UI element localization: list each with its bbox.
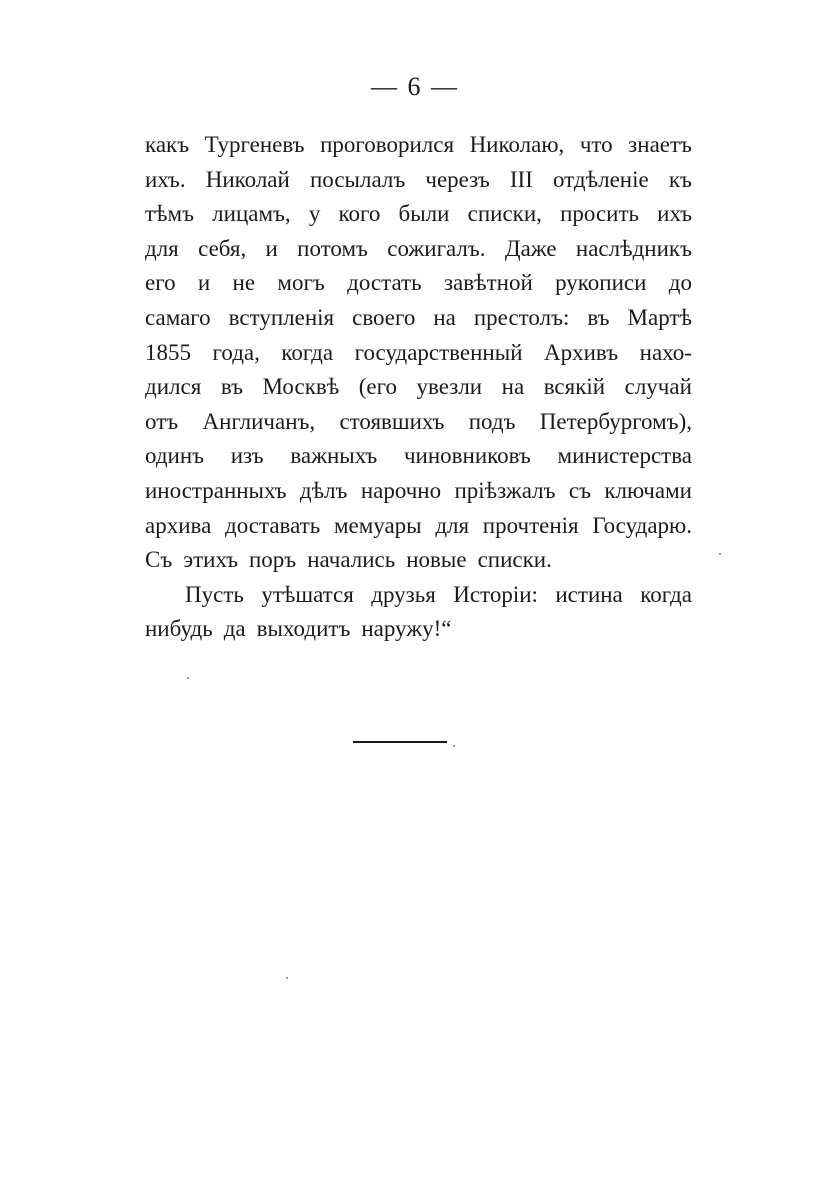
text-line (145, 405, 692, 440)
word: сожигалъ. (387, 235, 486, 261)
word: чиновниковъ (403, 443, 531, 469)
word: Мартѣ (627, 304, 692, 330)
text-line (145, 612, 692, 647)
word: прочтенія (482, 512, 579, 538)
text-line (145, 474, 692, 509)
word: случай (624, 374, 692, 400)
word: для (145, 235, 179, 261)
text-line (145, 232, 692, 267)
word: Англичанъ, (202, 408, 316, 434)
word: тѣмъ (145, 201, 194, 227)
word: самаго (145, 304, 211, 330)
word: себя, (198, 235, 247, 261)
word: нахо- (639, 339, 692, 365)
word: архива (145, 512, 212, 538)
word: изъ (230, 443, 264, 469)
text-line (145, 266, 692, 301)
word: пріѣзжалъ (454, 477, 556, 503)
word: Петербургомъ), (539, 408, 692, 434)
word: когда (640, 581, 692, 607)
word: дѣлъ (299, 477, 348, 503)
word: знаетъ (628, 132, 692, 157)
word: черезъ (425, 166, 490, 192)
word: поръ (248, 547, 297, 573)
word: Николай (205, 166, 290, 192)
word: одинъ (145, 443, 205, 469)
word: важныхъ (290, 443, 378, 469)
word: Николаю, (469, 132, 565, 157)
word: начались (307, 547, 396, 573)
word: списки, (467, 201, 542, 227)
word: что (579, 132, 613, 157)
text-line (145, 439, 692, 474)
word: и (197, 270, 211, 296)
word: наружу!“ (361, 616, 452, 642)
word: государственный (354, 339, 523, 365)
word: нибудь (145, 616, 213, 642)
word: ихъ. (145, 166, 186, 192)
word: мемуары (333, 512, 422, 538)
word: съ (568, 477, 591, 503)
word: подъ (468, 408, 516, 434)
text-line (145, 301, 692, 336)
text-line (145, 578, 692, 613)
word: друзья (371, 581, 436, 607)
word: ихъ (657, 201, 692, 227)
word: Москвѣ (262, 374, 340, 400)
text-line (145, 163, 692, 198)
word: выходитъ (256, 616, 351, 642)
text-line (145, 128, 692, 163)
text-line (145, 370, 692, 405)
word: списки. (477, 547, 552, 573)
word: у (308, 201, 321, 227)
word: его (145, 270, 176, 296)
word: Исторіи: (453, 581, 538, 607)
word: доставать (225, 512, 321, 538)
word: рукописи (555, 270, 647, 296)
word: посылалъ (309, 166, 406, 192)
word: своего (352, 304, 416, 330)
word: могъ (277, 270, 325, 296)
word: въ (587, 304, 610, 330)
word: потомъ (297, 235, 368, 261)
word: и (265, 235, 278, 261)
section-end-rule (353, 741, 447, 743)
scan-speck (286, 977, 288, 979)
text-line (145, 509, 692, 544)
word: да (223, 616, 246, 642)
word: III (509, 166, 533, 192)
word: нарочно (360, 477, 442, 503)
word: престолъ: (473, 304, 570, 330)
word: въ (220, 374, 243, 400)
word: Даже (504, 235, 557, 261)
word: 1855 (145, 339, 191, 365)
text-line (145, 197, 692, 232)
scan-speck (453, 745, 455, 747)
word: лицамъ, (212, 201, 291, 227)
text-line (145, 543, 692, 578)
word: кого (338, 201, 381, 227)
word: Пусть (185, 581, 244, 607)
word: увезли (416, 374, 483, 400)
word: (его (358, 374, 397, 400)
word: не (232, 270, 256, 296)
word: иностранныхъ (145, 477, 287, 503)
page-number: — 6 — (371, 72, 459, 101)
text-line (145, 336, 692, 371)
body-text (145, 128, 692, 647)
word: Государю. (592, 512, 692, 538)
word: когда (281, 339, 334, 365)
word: новые (406, 547, 467, 573)
scan-speck (187, 677, 189, 679)
word: проговорился (320, 132, 455, 157)
scan-speck (719, 553, 721, 555)
word: всякій (543, 374, 606, 400)
word: на (501, 374, 525, 400)
word: достать (347, 270, 422, 296)
word: стоявшихъ (339, 408, 445, 434)
word: дился (145, 374, 202, 400)
word: министерства (557, 443, 692, 469)
word: отъ (145, 408, 179, 434)
word: Тургеневъ (204, 132, 305, 157)
word: къ (668, 166, 692, 192)
word: просить (560, 201, 640, 227)
word: вступленія (228, 304, 335, 330)
word: утѣшатся (261, 581, 354, 607)
word: Архивъ (544, 339, 619, 365)
word: Съ (145, 547, 173, 573)
word: ключами (604, 477, 692, 503)
word: завѣтной (443, 270, 533, 296)
word: для (435, 512, 470, 538)
word: какъ (145, 132, 190, 157)
word: года, (212, 339, 260, 365)
word: на (433, 304, 456, 330)
word: отдѣленіе (552, 166, 649, 192)
word: были (398, 201, 450, 227)
word: до (668, 270, 692, 296)
word: истина (555, 581, 623, 607)
word: этихъ (183, 547, 238, 573)
word: наслѣдникъ (575, 235, 692, 261)
